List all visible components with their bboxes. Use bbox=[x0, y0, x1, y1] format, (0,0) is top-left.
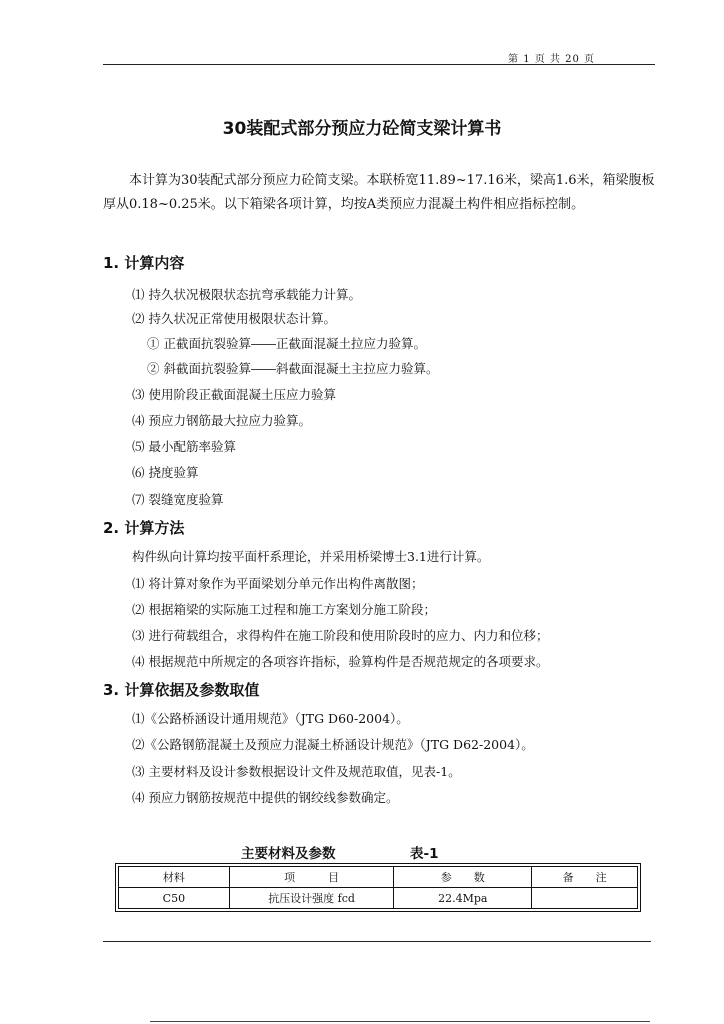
table-header-cell: 材料 bbox=[119, 867, 230, 888]
table-cell: C50 bbox=[119, 888, 230, 909]
list-item: ⑴ 持久状况极限状态抗弯承载能力计算。 bbox=[132, 287, 361, 302]
intro-paragraph: 本计算为30装配式部分预应力砼简支梁。本联桥宽11.89~17.16米，梁高1.6米，箱梁腹板厚从0.18~0.25米。以下箱梁各项计算，均按A类预应力混凝土构件相应指标控制。 bbox=[103, 173, 655, 212]
list-item: ⑶ 使用阶段正截面混凝土压应力验算 bbox=[132, 387, 336, 402]
table-header-cell: 备 注 bbox=[532, 867, 638, 888]
table-row bbox=[119, 888, 638, 909]
list-item: ⑺ 裂缝宽度验算 bbox=[132, 492, 224, 507]
list-item: ⑶ 主要材料及设计参数根据设计文件及规范取值，见表-1。 bbox=[132, 764, 461, 779]
materials-table bbox=[118, 866, 638, 909]
list-item: ⑵《公路钢筋混凝土及预应力混凝土桥涵设计规范》（JTG D62-2004）。 bbox=[132, 737, 534, 752]
list-item: ⑷ 根据规范中所规定的各项容许指标，验算构件是否规范规定的各项要求。 bbox=[132, 654, 549, 669]
table-header-cell: 参 数 bbox=[394, 867, 532, 888]
table-cell bbox=[532, 888, 638, 909]
table-header-cell: 项 目 bbox=[229, 867, 394, 888]
section-2-intro: 构件纵向计算均按平面杆系理论，并采用桥梁博士3.1进行计算。 bbox=[132, 549, 490, 564]
section-1-heading: 1. 计算内容 bbox=[103, 254, 185, 272]
list-item: ① 正截面抗裂验算――正截面混凝土拉应力验算。 bbox=[147, 336, 426, 351]
section-2-heading: 2. 计算方法 bbox=[103, 519, 185, 537]
list-item: ⑴《公路桥涵设计通用规范》（JTG D60-2004）。 bbox=[132, 711, 409, 726]
table-cell: 22.4Mpa bbox=[394, 888, 532, 909]
list-item: ⑸ 最小配筋率验算 bbox=[132, 439, 236, 454]
table-caption: 主要材料及参数 bbox=[241, 846, 336, 862]
page-header bbox=[103, 46, 655, 64]
list-item: ⑶ 进行荷载组合，求得构件在施工阶段和使用阶段时的应力、内力和位移； bbox=[132, 628, 549, 643]
header-rule bbox=[103, 64, 655, 65]
section-3-heading: 3. 计算依据及参数取值 bbox=[103, 681, 260, 699]
list-item: ⑵ 根据箱梁的实际施工过程和施工方案划分施工阶段； bbox=[132, 602, 436, 617]
table-header-row bbox=[119, 867, 638, 888]
list-item: ⑹ 挠度验算 bbox=[132, 465, 199, 480]
footer-rule bbox=[150, 1021, 650, 1022]
document-title: 30装配式部分预应力砼简支梁计算书 bbox=[222, 119, 502, 139]
page-number: 第 1 页 共 20 页 bbox=[508, 54, 595, 65]
list-item: ② 斜截面抗裂验算――斜截面混凝土主拉应力验算。 bbox=[147, 361, 439, 376]
list-item: ⑵ 持久状况正常使用极限状态计算。 bbox=[132, 311, 336, 326]
list-item: ⑴ 将计算对象作为平面梁划分单元作出构件离散图； bbox=[132, 576, 424, 591]
list-item: ⑷ 预应力钢筋按规范中提供的钢绞线参数确定。 bbox=[132, 790, 399, 805]
table-cell: 抗压设计强度 fcd bbox=[229, 888, 394, 909]
table-label: 表-1 bbox=[410, 846, 439, 862]
list-item: ⑷ 预应力钢筋最大拉应力验算。 bbox=[132, 413, 311, 428]
bottom-rule bbox=[103, 941, 651, 942]
